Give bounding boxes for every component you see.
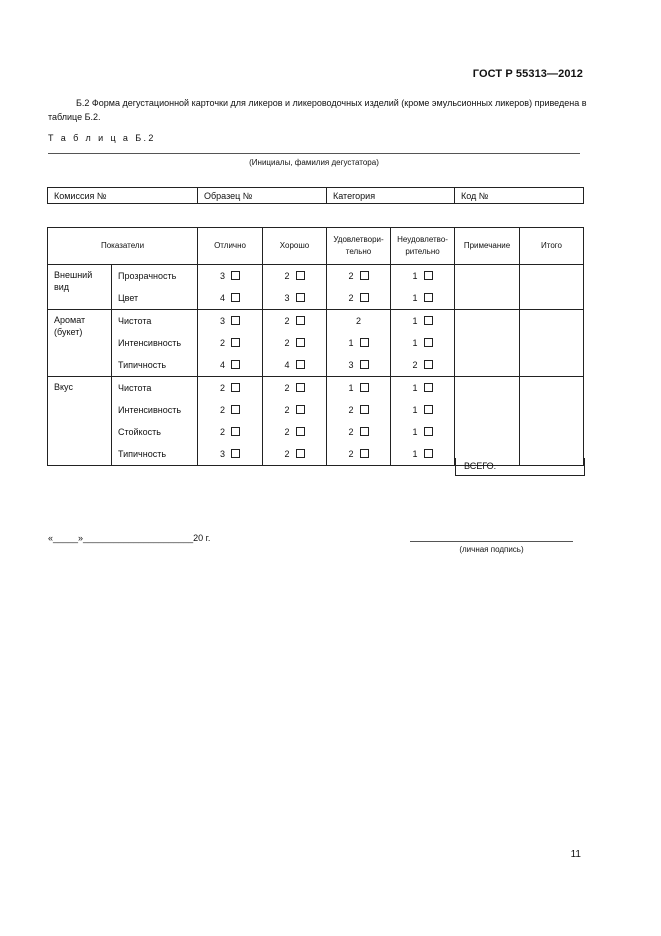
- good-cell: 2 3: [263, 265, 327, 310]
- checkbox-icon[interactable]: [424, 427, 433, 436]
- signature-line: [410, 541, 573, 542]
- group-label: Внешний вид: [48, 265, 112, 310]
- col-satisfactory: Удовлетвори- тельно: [327, 228, 391, 265]
- table-header-row: [48, 228, 584, 265]
- checkbox-icon[interactable]: [360, 338, 369, 347]
- checkbox-icon[interactable]: [231, 427, 240, 436]
- group-aroma: [48, 310, 584, 377]
- checkbox-icon[interactable]: [296, 449, 305, 458]
- sample-info-table: [47, 187, 584, 204]
- sample-field: Образец №: [198, 188, 327, 204]
- checkbox-icon[interactable]: [231, 405, 240, 414]
- taster-name-line: [48, 153, 580, 154]
- col-indicators: Показатели: [48, 228, 198, 265]
- category-field: Категория: [327, 188, 455, 204]
- checkbox-icon[interactable]: [360, 360, 369, 369]
- date-line: «_____»______________________20 г.: [48, 533, 211, 543]
- total-cell[interactable]: [520, 377, 584, 466]
- page-number: 11: [570, 849, 581, 860]
- checkbox-icon[interactable]: [296, 383, 305, 392]
- group-taste: [48, 377, 584, 466]
- group-label: Вкус: [48, 377, 112, 466]
- col-excellent: Отлично: [198, 228, 263, 265]
- tasting-table: [47, 227, 584, 466]
- indicator-cell: Прозрачность Цвет: [112, 265, 198, 310]
- col-note: Примечание: [455, 228, 520, 265]
- satisfactory-cell: 1 2 2 2: [327, 377, 391, 466]
- grand-total-label: ВСЕГО.: [464, 461, 497, 471]
- note-cell[interactable]: [455, 265, 520, 310]
- satisfactory-cell: 2 1 3: [327, 310, 391, 377]
- checkbox-icon[interactable]: [296, 405, 305, 414]
- checkbox-icon[interactable]: [231, 383, 240, 392]
- excellent-cell: 3 2 4: [198, 310, 263, 377]
- checkbox-icon[interactable]: [360, 293, 369, 302]
- checkbox-icon[interactable]: [424, 360, 433, 369]
- good-cell: 2 2 4: [263, 310, 327, 377]
- checkbox-icon[interactable]: [424, 449, 433, 458]
- checkbox-icon[interactable]: [360, 405, 369, 414]
- checkbox-icon[interactable]: [360, 383, 369, 392]
- document-code: ГОСТ Р 55313—2012: [472, 68, 583, 80]
- grand-total-box[interactable]: [455, 458, 585, 476]
- unsatisfactory-cell: 1 1 1 1: [391, 377, 455, 466]
- checkbox-icon[interactable]: [296, 427, 305, 436]
- checkbox-icon[interactable]: [231, 449, 240, 458]
- checkbox-icon[interactable]: [424, 383, 433, 392]
- total-cell[interactable]: [520, 310, 584, 377]
- checkbox-icon[interactable]: [231, 271, 240, 280]
- code-field: Код №: [455, 188, 584, 204]
- checkbox-icon[interactable]: [360, 449, 369, 458]
- excellent-cell: 3 4: [198, 265, 263, 310]
- table-caption: Т а б л и ц а Б.2: [48, 133, 156, 143]
- checkbox-icon[interactable]: [296, 293, 305, 302]
- group-label: Аромат (букет): [48, 310, 112, 377]
- checkbox-icon[interactable]: [296, 316, 305, 325]
- col-good: Хорошо: [263, 228, 327, 265]
- col-total: Итого: [520, 228, 584, 265]
- good-cell: 2 2 2 2: [263, 377, 327, 466]
- checkbox-icon[interactable]: [231, 293, 240, 302]
- checkbox-icon[interactable]: [424, 316, 433, 325]
- excellent-cell: 2 2 2 3: [198, 377, 263, 466]
- note-cell[interactable]: [455, 310, 520, 377]
- unsatisfactory-cell: 1 1 2: [391, 310, 455, 377]
- indicator-cell: Чистота Интенсивность Типичность: [112, 310, 198, 377]
- checkbox-icon[interactable]: [296, 338, 305, 347]
- checkbox-icon[interactable]: [360, 271, 369, 280]
- checkbox-icon[interactable]: [296, 271, 305, 280]
- intro-paragraph: Б.2 Форма дегустационной карточки для ликеров и ликероводочных изделий (кроме эмульсионных ликеров) приведена в таблице Б.2.: [48, 98, 587, 122]
- checkbox-icon[interactable]: [424, 293, 433, 302]
- checkbox-icon[interactable]: [424, 271, 433, 280]
- checkbox-icon[interactable]: [231, 338, 240, 347]
- unsatisfactory-cell: 1 1: [391, 265, 455, 310]
- checkbox-icon[interactable]: [360, 427, 369, 436]
- note-cell[interactable]: [455, 377, 520, 466]
- checkbox-icon[interactable]: [231, 360, 240, 369]
- checkbox-icon[interactable]: [231, 316, 240, 325]
- col-unsatisfactory: Неудовлетво- рительно: [391, 228, 455, 265]
- checkbox-icon[interactable]: [424, 405, 433, 414]
- group-appearance: [48, 265, 584, 310]
- signature-caption: (личная подпись): [459, 545, 524, 554]
- taster-name-caption: (Инициалы, фамилия дегустатора): [249, 158, 379, 167]
- total-cell[interactable]: [520, 265, 584, 310]
- checkbox-icon[interactable]: [296, 360, 305, 369]
- indicator-cell: Чистота Интенсивность Стойкость Типичность: [112, 377, 198, 466]
- satisfactory-cell: 2 2: [327, 265, 391, 310]
- checkbox-icon[interactable]: [424, 338, 433, 347]
- commission-field: Комиссия №: [48, 188, 198, 204]
